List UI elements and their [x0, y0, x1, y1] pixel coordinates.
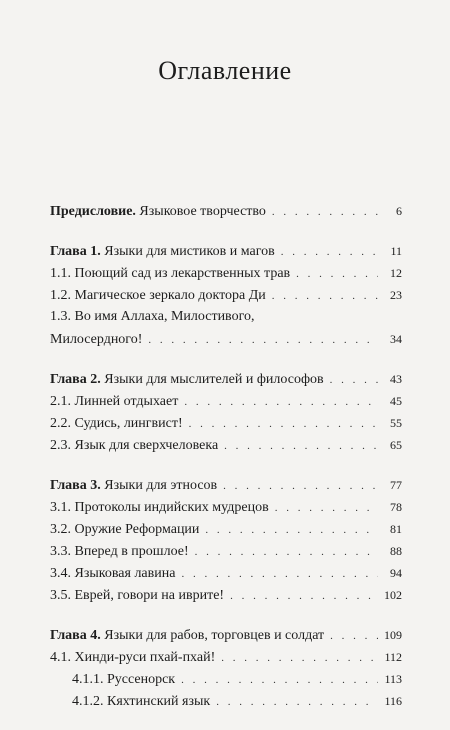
toc-section-chapter-3: [50, 474, 402, 606]
dot-leader: [275, 497, 378, 519]
toc-entry[interactable]: [50, 646, 402, 668]
page-title: Оглавление: [158, 56, 292, 85]
toc-page-number: 94: [390, 566, 402, 580]
toc-page-number: 113: [384, 672, 402, 686]
toc-entry[interactable]: [50, 200, 402, 222]
toc-entry[interactable]: [50, 284, 402, 306]
dot-leader: [216, 691, 378, 713]
dot-leader: [272, 285, 378, 307]
toc-page-number: 43: [390, 372, 402, 386]
toc-section-preface: [50, 200, 402, 222]
toc-chapter-entry[interactable]: [50, 240, 402, 262]
toc-page-number: 78: [390, 500, 402, 514]
toc-entry-line-2[interactable]: [50, 328, 402, 350]
toc-entry[interactable]: [50, 518, 402, 540]
toc-page-number: 116: [384, 694, 402, 708]
dot-leader: [181, 563, 378, 585]
toc-page-number: 65: [390, 438, 402, 452]
toc-page-number: 34: [390, 332, 402, 346]
toc-entry-line-1[interactable]: [50, 306, 402, 328]
toc-entry-label: 2.2. Судись, лингвист!: [50, 416, 183, 431]
toc-entry[interactable]: [50, 390, 402, 412]
toc-entry-label: 2.3. Язык для сверхчеловека: [50, 438, 219, 453]
dot-leader: [281, 241, 378, 263]
toc-entry-label: 4.1. Хинди-руси пхай-пхай!: [50, 650, 216, 665]
toc-subentry[interactable]: [50, 668, 402, 690]
dot-leader: [189, 413, 378, 435]
dot-leader: [296, 263, 378, 285]
toc-page-number: 102: [384, 588, 402, 602]
toc-subentry[interactable]: [50, 690, 402, 712]
dot-leader: [181, 669, 378, 691]
toc-entry[interactable]: [50, 434, 402, 456]
toc-chapter-entry[interactable]: [50, 624, 402, 646]
toc-entry-label: 1.3. Во имя Аллаха, Милостивого,: [50, 309, 255, 324]
toc-page-number: 77: [390, 478, 402, 492]
toc-entry[interactable]: [50, 496, 402, 518]
toc-entry-label: Глава 4. Языки для рабов, торговцев и солдат: [50, 628, 325, 643]
toc-page-number: 81: [390, 522, 402, 536]
toc-entry-label: 3.2. Оружие Реформации: [50, 522, 200, 537]
toc-entry[interactable]: [50, 412, 402, 434]
toc-entry[interactable]: [50, 262, 402, 284]
toc-page-number: 11: [390, 244, 402, 258]
dot-leader: [221, 647, 378, 669]
dot-leader: [330, 369, 378, 391]
toc-entry-label: 3.1. Протоколы индийских мудрецов: [50, 500, 269, 515]
toc-entry-label: 4.1.1. Руссенорск: [72, 672, 176, 687]
toc-page-number: 23: [390, 288, 402, 302]
toc-chapter-entry[interactable]: [50, 474, 402, 496]
toc-entry-label: 1.1. Поющий сад из лекарственных трав: [50, 266, 291, 281]
toc-entry-label: 4.1.2. Кяхтинский язык: [72, 694, 211, 709]
toc-chapter-entry[interactable]: [50, 368, 402, 390]
dot-leader: [184, 391, 378, 413]
toc-entry[interactable]: [50, 540, 402, 562]
table-of-contents: [50, 200, 402, 730]
toc-section-chapter-1: [50, 240, 402, 350]
toc-entry-label: 3.5. Еврей, говори на иврите!: [50, 588, 225, 603]
dot-leader: [272, 201, 378, 223]
dot-leader: [224, 435, 378, 457]
toc-entry-label: 3.3. Вперед в прошлое!: [50, 544, 189, 559]
toc-section-chapter-2: [50, 368, 402, 456]
dot-leader: [148, 329, 378, 351]
toc-page-number: 109: [384, 628, 402, 642]
toc-entry-label: 3.4. Языковая лавина: [50, 566, 176, 581]
toc-page-number: 6: [396, 204, 402, 218]
dot-leader: [205, 519, 378, 541]
toc-entry-label: Глава 1. Языки для мистиков и магов: [50, 244, 275, 259]
toc-page-number: 88: [390, 544, 402, 558]
dot-leader: [223, 475, 378, 497]
toc-entry[interactable]: [50, 562, 402, 584]
toc-entry-label: Предисловие. Языковое творчество: [50, 204, 266, 219]
toc-page-number: 55: [390, 416, 402, 430]
dot-leader: [230, 585, 378, 607]
toc-entry[interactable]: [50, 584, 402, 606]
toc-entry-label: 1.2. Магическое зеркало доктора Ди: [50, 288, 266, 303]
dot-leader: [330, 625, 378, 647]
toc-entry-label: 2.1. Линней отдыхает: [50, 394, 179, 409]
toc-page-number: 112: [384, 650, 402, 664]
toc-section-chapter-4: [50, 624, 402, 712]
toc-entry-label: Глава 3. Языки для этносов: [50, 478, 218, 493]
toc-page-number: 12: [390, 266, 402, 280]
toc-page-number: 45: [390, 394, 402, 408]
toc-entry-label-continued: Милосердного!: [50, 332, 143, 347]
toc-entry-label: Глава 2. Языки для мыслителей и философов: [50, 372, 324, 387]
dot-leader: [195, 541, 378, 563]
